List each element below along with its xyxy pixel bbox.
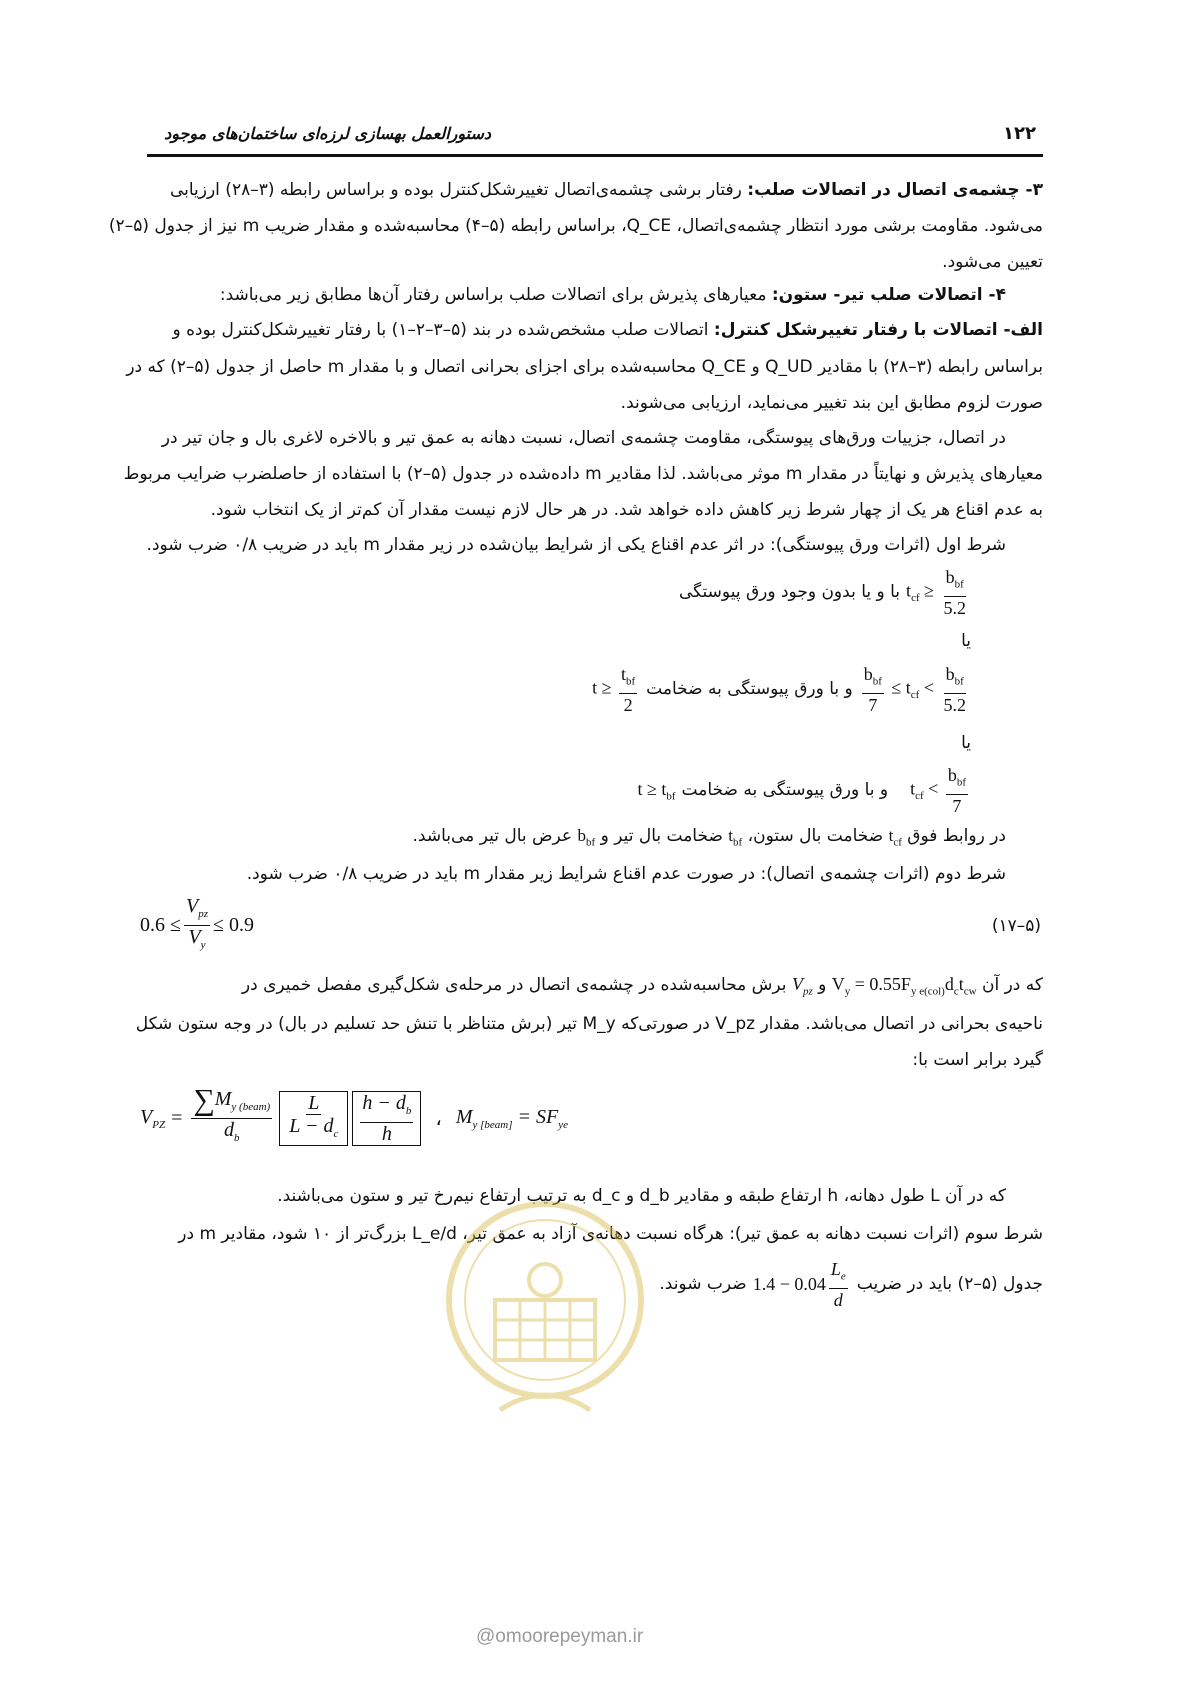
- inequality-2: $\frac{b_{bf}}{7}$ ≤ $t_{cf}$ < $\frac{b_{bf}}{5.2}$ و با ورق پیوستگی به ضخامت t ≥ $\frac{t_{bf}}{2}$: [592, 664, 966, 715]
- or-label-2: یا: [961, 733, 971, 753]
- running-title: دستورالعمل بهسازی لرزه‌ای ساختمان‌های موجود: [164, 124, 491, 143]
- at-icon: @: [476, 1626, 496, 1647]
- website-watermark: @omoorepeyman.ir: [476, 1626, 644, 1647]
- header-rule: [147, 154, 1043, 157]
- equation-5-17: 0.6 ≤ $\frac{V_{pz}}{V_y}$ ≤ 0.9: [140, 895, 254, 951]
- paragraph-3-line-1: الف- اتصالات با رفتار تغییرشکل کنترل: اتصالات صلب مشخص‌شده در بند (۵–۳–۲–۱) با رفتار تغییرشکل‌کنترل بوده و: [172, 320, 1043, 340]
- paragraph-5-line-1: که در آن $V_y = 0.55F_{y e(col)}d_ct_{cw}$ و $V_{pz}$ برش محاسبه‌شده در چشمه‌ی اتصال در مرحله‌ی شکل‌گیری مفصل خمیری در: [241, 974, 1043, 998]
- condition-3-line-2: جدول (۵–۲) باید در ضریب 1.4 − 0.04 $\frac{L_e}{d}$ ضرب شوند.: [659, 1259, 1043, 1310]
- paragraph-3-line-3: صورت لزوم مطابق این بند تغییر می‌نماید، ارزیابی می‌شوند.: [620, 393, 1043, 413]
- paragraph-1-line-3: تعیین می‌شود.: [942, 252, 1043, 272]
- paragraph-4-line-3: به عدم اقناع هر یک از چهار شرط زیر کاهش داده خواهد شد. در هر حال لازم نیست مقدار آن کم‌تر از یک انتخاب شود.: [210, 500, 1043, 520]
- inequality-1: $t_{cf}$ ≥ $\frac{b_{bf}}{5.2}$ با و یا بدون وجود ورق پیوستگی: [678, 567, 966, 618]
- equation-number: (۵–۱۷): [991, 916, 1041, 936]
- condition-2: شرط دوم (اثرات چشمه‌ی اتصال): در صورت عدم اقناع شرایط زیر مقدار m باید در ضریب ۰/۸ ضرب شود.: [246, 864, 1006, 884]
- watermark-seal: [440, 1180, 650, 1430]
- condition-1: شرط اول (اثرات ورق پیوستگی): در اثر عدم اقناع یکی از شرایط بیان‌شده در زیر مقدار m باید در ضریب ۰/۸ ضرب شود.: [146, 535, 1006, 555]
- definitions-line: در روابط فوق $t_{cf}$ ضخامت بال ستون، $t_{bf}$ ضخامت بال تیر و $b_{bf}$ عرض بال تیر می‌باشد.: [412, 826, 1006, 849]
- paragraph-1-line-2: می‌شود. مقاومت برشی مورد انتظار چشمه‌ی‌اتصال، Q_CE، براساس رابطه (۵–۴) محاسبه‌شده و مقدار ضریب m نیز از جدول (۵–۲): [108, 216, 1043, 236]
- paragraph-2: ۴- اتصالات صلب تیر- ستون: معیارهای پذیرش برای اتصالات صلب براساس رفتار آن‌ها مطابق زیر می‌باشد:: [219, 285, 1006, 305]
- or-label-1: یا: [961, 631, 971, 651]
- condition-3-line-1: شرط سوم (اثرات نسبت دهانه به عمق تیر): هرگاه نسبت دهانه‌ی آزاد به عمق تیر، L_e/d بزرگ‌تر از ۱۰ شود، مقادیر m در: [178, 1224, 1043, 1244]
- page-number: ۱۲۲: [1003, 123, 1036, 144]
- paragraph-4-line-2: معیارهای پذیرش و نهایتاً در مقدار m موثر می‌باشد. لذا مقادیر m داده‌شده در جدول (۵–۲) با استفاده از حاصلضرب ضرایب مربوط: [123, 464, 1043, 484]
- inequality-3: $t_{cf}$ < $\frac{b_{bf}}{7}$ و با ورق پیوستگی به ضخامت $t \ge t_{bf}$: [637, 765, 966, 816]
- equation-vpz: $V_{PZ}$ = $\frac{\sum M_{y (beam)}}{d_b}$ $\frac{L}{L - d_c}$ $\frac{h - d_b}{h}$ ، $M_{y [beam]} = SF_{ye}$: [140, 1083, 569, 1145]
- paragraph-5-line-2: ناحیه‌ی بحرانی در اتصال می‌باشد. مقدار V_pz در صورتی‌که M_y تیر (برش متناظر با تنش حد تسلیم در بال) در وجه ستون شکل: [135, 1014, 1043, 1034]
- paragraph-1-line-1: ۳- چشمه‌ی اتصال در اتصالات صلب: رفتار برشی چشمه‌ی‌اتصال تغییرشکل‌کنترل بوده و براساس رابطه (۳–۲۸) ارزیابی: [169, 180, 1043, 200]
- paragraph-5-line-3: گیرد برابر است با:: [912, 1050, 1043, 1070]
- paragraph-4-line-1: در اتصال، جزییات ورق‌های پیوستگی، مقاومت چشمه‌ی اتصال، نسبت دهانه به عمق تیر و بالاخره لاغری بال و جان تیر در: [161, 428, 1006, 448]
- paragraph-6: که در آن L طول دهانه، h ارتفاع طبقه و مقادیر d_b و d_c به ترتیب ارتفاع نیم‌رخ تیر و ستون می‌باشند.: [277, 1186, 1006, 1206]
- paragraph-3-line-2: براساس رابطه (۳–۲۸) با مقادیر Q_UD و Q_CE محاسبه‌شده برای اجزای بحرانی اتصال و با مقدار m حاصل از جدول (۵–۲) که در: [126, 357, 1043, 377]
